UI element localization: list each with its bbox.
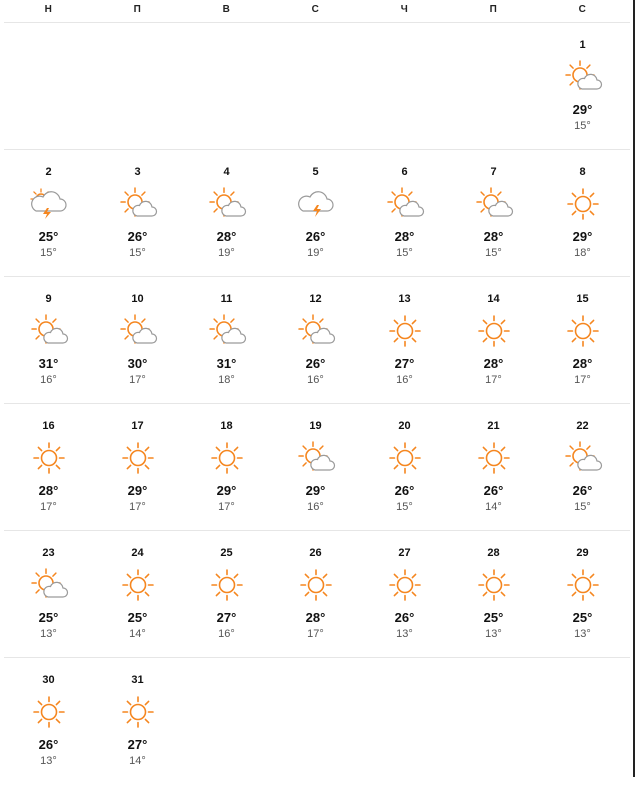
day-date: 3 [134, 166, 141, 178]
day-cell[interactable] [449, 150, 538, 277]
day-cell[interactable] [449, 404, 538, 531]
day-cell[interactable] [449, 531, 538, 658]
high-temp: 26° [127, 229, 148, 244]
high-temp: 29° [572, 102, 593, 117]
day-date: 22 [576, 420, 589, 432]
high-temp: 31° [38, 356, 59, 371]
sun-cloud-icon [28, 568, 70, 602]
day-cell[interactable] [4, 658, 93, 785]
high-temp: 28° [394, 229, 415, 244]
day-cell[interactable] [360, 404, 449, 531]
sun-icon [473, 441, 515, 475]
weekday-mon: Н [44, 4, 53, 15]
low-temp: 14° [485, 501, 502, 513]
day-cell[interactable] [4, 150, 93, 277]
low-temp: 14° [129, 755, 146, 767]
day-date: 21 [487, 420, 500, 432]
high-temp: 25° [38, 610, 59, 625]
sun-icon [117, 695, 159, 729]
day-date: 31 [131, 674, 144, 686]
high-temp: 31° [216, 356, 237, 371]
day-date: 4 [223, 166, 230, 178]
high-temp: 28° [483, 229, 504, 244]
high-temp: 25° [572, 610, 593, 625]
high-temp: 29° [305, 483, 326, 498]
low-temp: 16° [218, 628, 235, 640]
sun-cloud-icon [562, 441, 604, 475]
day-cell[interactable] [4, 531, 93, 658]
day-cell[interactable] [182, 277, 271, 404]
high-temp: 28° [38, 483, 59, 498]
sun-icon [206, 568, 248, 602]
low-temp: 13° [485, 628, 502, 640]
day-cell[interactable] [4, 404, 93, 531]
sun-icon [384, 568, 426, 602]
high-temp: 26° [572, 483, 593, 498]
sun-icon [206, 441, 248, 475]
low-temp: 18° [574, 247, 591, 259]
sun-cloud-icon [295, 441, 337, 475]
sun-cloud-icon [473, 187, 515, 221]
sun-icon [384, 314, 426, 348]
day-date: 25 [220, 547, 233, 559]
day-cell[interactable] [93, 150, 182, 277]
low-temp: 17° [40, 501, 57, 513]
day-cell[interactable] [271, 404, 360, 531]
high-temp: 26° [483, 483, 504, 498]
low-temp: 17° [129, 501, 146, 513]
high-temp: 26° [394, 483, 415, 498]
low-temp: 13° [40, 755, 57, 767]
day-date: 28 [487, 547, 500, 559]
sun-icon [295, 568, 337, 602]
high-temp: 25° [38, 229, 59, 244]
day-date: 15 [576, 293, 589, 305]
low-temp: 15° [396, 501, 413, 513]
low-temp: 18° [218, 374, 235, 386]
week-row [4, 277, 630, 404]
weekday-tue: П [133, 4, 142, 15]
low-temp: 16° [307, 501, 324, 513]
day-cell[interactable] [360, 150, 449, 277]
high-temp: 28° [572, 356, 593, 371]
day-date: 30 [42, 674, 55, 686]
low-temp: 15° [40, 247, 57, 259]
high-temp: 26° [38, 737, 59, 752]
low-temp: 13° [396, 628, 413, 640]
sun-cloud-icon [562, 60, 604, 94]
day-date: 9 [45, 293, 52, 305]
day-date: 20 [398, 420, 411, 432]
day-date: 14 [487, 293, 500, 305]
sun-icon [117, 441, 159, 475]
low-temp: 13° [574, 628, 591, 640]
low-temp: 16° [396, 374, 413, 386]
day-cell[interactable] [182, 404, 271, 531]
day-cell[interactable] [271, 150, 360, 277]
weekday-wed: В [222, 4, 231, 15]
weekday-sat: П [489, 4, 498, 15]
sun-icon [562, 568, 604, 602]
day-cell[interactable] [271, 277, 360, 404]
low-temp: 17° [129, 374, 146, 386]
day-cell[interactable] [93, 277, 182, 404]
day-date: 29 [576, 547, 589, 559]
sun-icon [473, 314, 515, 348]
day-cell[interactable] [182, 150, 271, 277]
high-temp: 28° [216, 229, 237, 244]
day-cell[interactable] [538, 404, 627, 531]
low-temp: 15° [574, 120, 591, 132]
sun-cloud-icon [117, 187, 159, 221]
low-temp: 16° [307, 374, 324, 386]
low-temp: 13° [40, 628, 57, 640]
thunder-cloud-sun-icon [28, 187, 70, 221]
day-date: 16 [42, 420, 55, 432]
day-date: 27 [398, 547, 411, 559]
day-date: 7 [490, 166, 497, 178]
low-temp: 17° [485, 374, 502, 386]
weekday-fri: Ч [400, 4, 409, 15]
high-temp: 26° [305, 229, 326, 244]
day-date: 19 [309, 420, 322, 432]
low-temp: 15° [396, 247, 413, 259]
week-row [4, 404, 630, 531]
low-temp: 14° [129, 628, 146, 640]
high-temp: 26° [305, 356, 326, 371]
sun-cloud-icon [295, 314, 337, 348]
high-temp: 28° [483, 356, 504, 371]
sun-icon [473, 568, 515, 602]
day-cell[interactable] [93, 658, 182, 785]
low-temp: 19° [307, 247, 324, 259]
week-row [4, 23, 630, 150]
high-temp: 25° [483, 610, 504, 625]
day-cell[interactable] [93, 531, 182, 658]
day-date: 1 [579, 39, 586, 51]
day-date: 13 [398, 293, 411, 305]
day-date: 23 [42, 547, 55, 559]
page-edge-border [633, 0, 635, 777]
sun-icon [562, 314, 604, 348]
day-cell[interactable] [4, 277, 93, 404]
day-date: 24 [131, 547, 144, 559]
low-temp: 15° [485, 247, 502, 259]
high-temp: 27° [216, 610, 237, 625]
day-date: 17 [131, 420, 144, 432]
week-row [4, 150, 630, 277]
sun-cloud-icon [28, 314, 70, 348]
high-temp: 27° [394, 356, 415, 371]
sun-cloud-icon [117, 314, 159, 348]
low-temp: 15° [574, 501, 591, 513]
day-cell[interactable] [182, 531, 271, 658]
sun-icon [117, 568, 159, 602]
day-date: 11 [220, 293, 233, 305]
day-date: 18 [220, 420, 233, 432]
sun-icon [562, 187, 604, 221]
day-date: 10 [131, 293, 144, 305]
sun-icon [28, 441, 70, 475]
sun-icon [28, 695, 70, 729]
day-date: 6 [401, 166, 408, 178]
sun-cloud-icon [384, 187, 426, 221]
day-date: 26 [309, 547, 322, 559]
sun-cloud-icon [206, 314, 248, 348]
high-temp: 25° [127, 610, 148, 625]
high-temp: 29° [572, 229, 593, 244]
high-temp: 29° [127, 483, 148, 498]
high-temp: 29° [216, 483, 237, 498]
low-temp: 17° [218, 501, 235, 513]
day-cell[interactable] [538, 150, 627, 277]
high-temp: 28° [305, 610, 326, 625]
day-cell[interactable] [538, 277, 627, 404]
weekday-thu: С [311, 4, 320, 15]
day-date: 5 [312, 166, 319, 178]
weekday-header [4, 0, 630, 22]
low-temp: 15° [129, 247, 146, 259]
weekday-sun: С [578, 4, 587, 15]
day-cell[interactable] [449, 277, 538, 404]
day-date: 2 [45, 166, 52, 178]
day-cell[interactable] [93, 404, 182, 531]
low-temp: 16° [40, 374, 57, 386]
week-row [4, 658, 630, 785]
day-cell[interactable] [360, 531, 449, 658]
thunder-cloud-icon [295, 187, 337, 221]
high-temp: 30° [127, 356, 148, 371]
day-cell[interactable] [360, 277, 449, 404]
day-cell[interactable] [538, 23, 627, 150]
day-date: 12 [309, 293, 322, 305]
low-temp: 19° [218, 247, 235, 259]
week-row [4, 531, 630, 658]
day-cell[interactable] [538, 531, 627, 658]
high-temp: 26° [394, 610, 415, 625]
day-cell[interactable] [271, 531, 360, 658]
day-date: 8 [579, 166, 586, 178]
high-temp: 27° [127, 737, 148, 752]
low-temp: 17° [574, 374, 591, 386]
sun-icon [384, 441, 426, 475]
low-temp: 17° [307, 628, 324, 640]
sun-cloud-icon [206, 187, 248, 221]
